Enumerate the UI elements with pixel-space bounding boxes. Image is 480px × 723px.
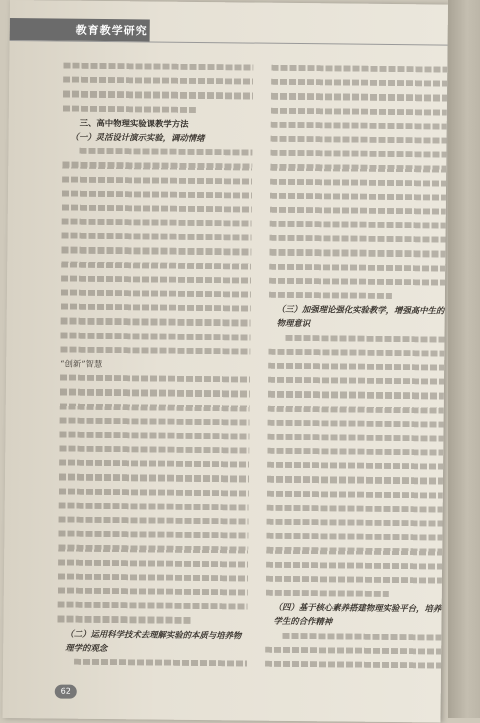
text-line bbox=[63, 101, 196, 117]
text-line bbox=[266, 586, 389, 601]
page-number: 62 bbox=[55, 685, 77, 699]
text-line bbox=[269, 288, 392, 303]
subsection-heading: （二）运用科学技术去理解实验的本质与培养物理学的观念 bbox=[65, 628, 242, 653]
subsection-heading: （三）加强理论强化实验教学，增强高中生的物理意识 bbox=[276, 303, 445, 329]
text-line bbox=[74, 655, 247, 671]
quoted-term: “创新”智慧 bbox=[60, 358, 103, 369]
subsection-heading: （四）基于核心素养搭建物理实验平台，培养学生的合作精神 bbox=[273, 601, 442, 627]
section-heading: 三、高中物理实验课教学方法 bbox=[79, 117, 189, 129]
journal-section-title: 教育教学研究 bbox=[75, 23, 148, 38]
text-line bbox=[57, 612, 190, 628]
adjacent-page-edge bbox=[448, 0, 480, 718]
right-column bbox=[265, 61, 447, 673]
header-divider bbox=[10, 40, 448, 46]
magazine-page bbox=[2, 0, 447, 723]
text-line bbox=[265, 657, 441, 673]
subsection-heading: （一）灵活设计演示实验，调动情绪 bbox=[70, 131, 205, 143]
left-column bbox=[57, 59, 253, 671]
